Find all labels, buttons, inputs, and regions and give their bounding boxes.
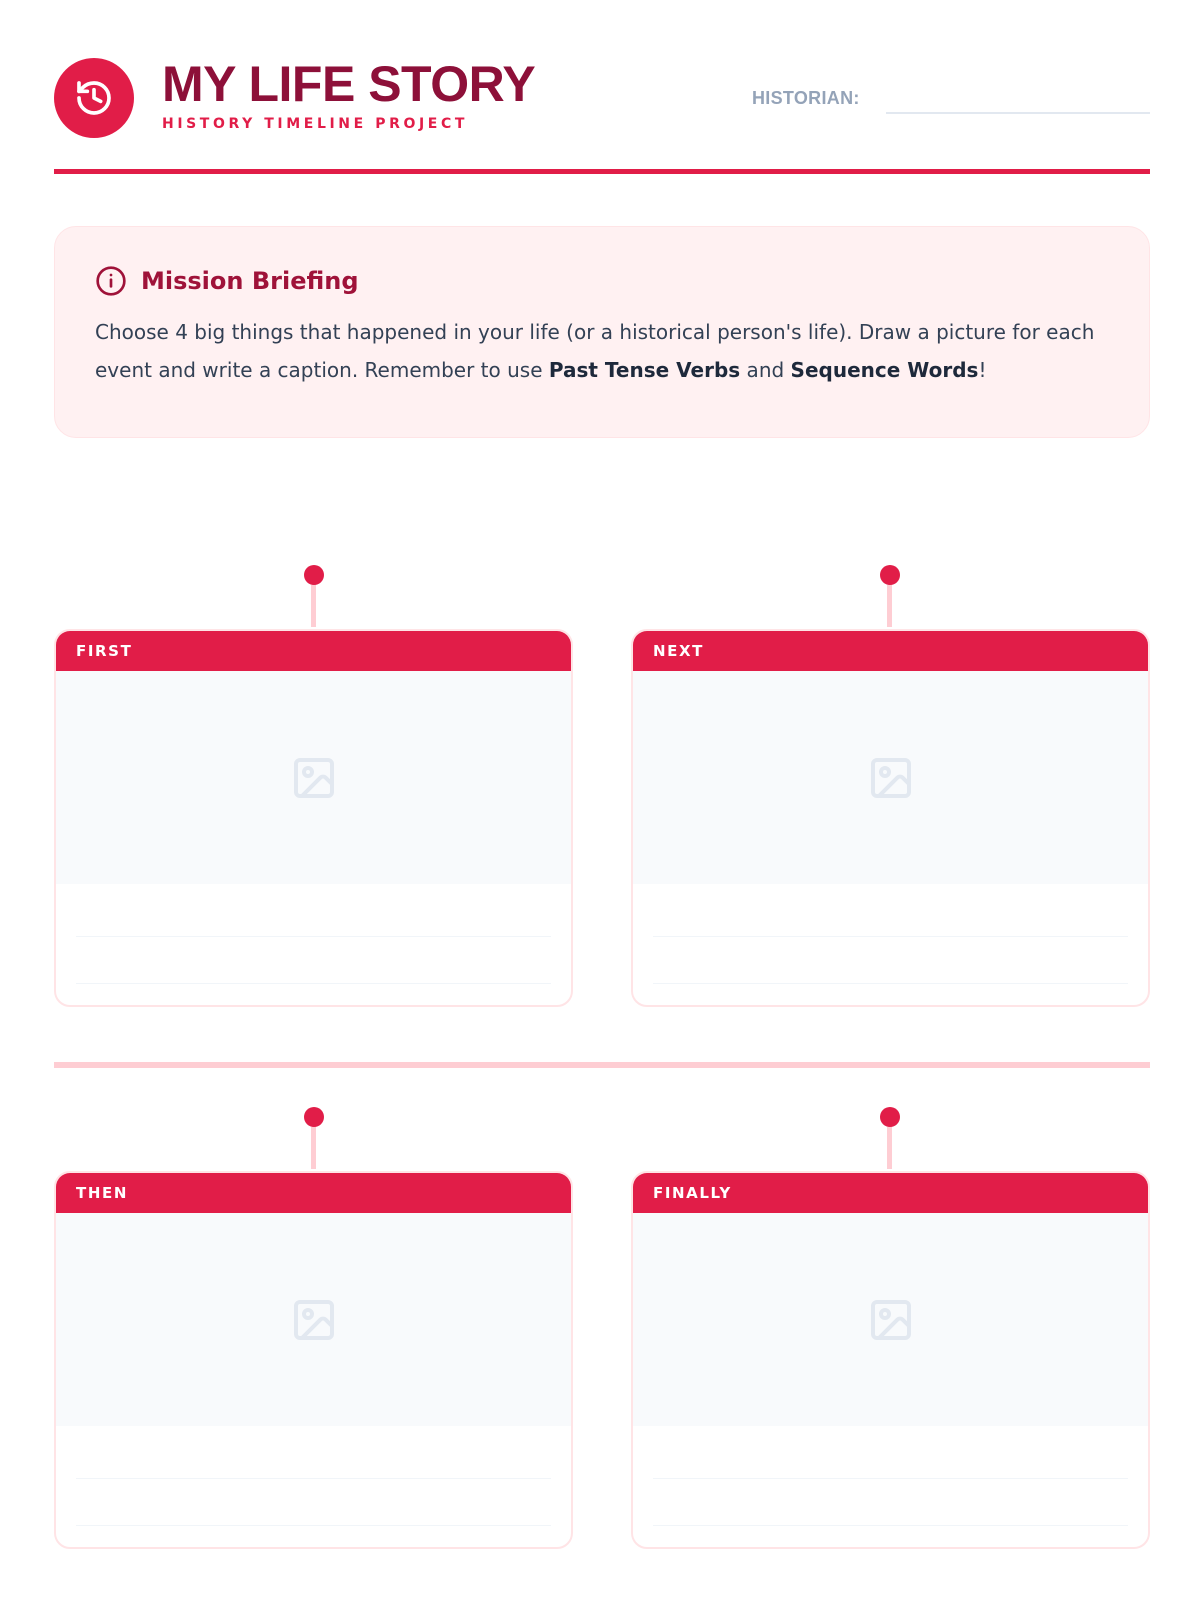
timeline-divider [54,1062,1150,1068]
caption-area[interactable] [633,884,1148,1005]
caption-line [76,936,551,937]
image-placeholder-icon [867,754,915,802]
image-placeholder-icon [290,1296,338,1344]
drawing-area[interactable] [56,671,571,884]
event-label: FINALLY [633,1173,1148,1213]
mission-briefing-panel [54,226,1150,438]
caption-line [653,936,1128,937]
caption-line [653,983,1128,984]
drawing-area[interactable] [56,1213,571,1426]
info-icon [95,265,127,297]
keyword-past-tense-verbs: Past Tense Verbs [548,358,741,382]
event-label: THEN [56,1173,571,1213]
caption-area[interactable] [633,1426,1148,1547]
caption-line [653,1525,1128,1526]
historian-label: HISTORIAN: [752,88,860,108]
event-label: NEXT [633,631,1148,671]
drawing-area[interactable] [633,671,1148,884]
timeline-pin [304,565,324,585]
timeline-pin-stem [887,585,892,627]
timeline-pin-stem [311,1127,316,1169]
caption-line [76,1478,551,1479]
timeline-pin-stem [887,1127,892,1169]
timeline-pin [304,1107,324,1127]
caption-line [653,1478,1128,1479]
image-placeholder-icon [867,1296,915,1344]
event-card-first [54,629,573,1007]
briefing-title: Mission Briefing [141,267,359,295]
history-clock-icon [54,58,134,138]
briefing-text: Choose 4 big things that happened in your life (or a historical person's life). Draw a picture for each event and write a caption. Remember to use Past Tense Verbs and Sequence Words! [95,320,1095,382]
event-card-then [54,1171,573,1549]
event-card-finally [631,1171,1150,1549]
timeline-pin [880,565,900,585]
page-subtitle: HISTORY TIMELINE PROJECT [162,116,468,132]
page-title: MY LIFE STORY [162,56,536,112]
drawing-area[interactable] [633,1213,1148,1426]
page-header [54,56,1150,174]
timeline-pin-stem [311,585,316,627]
historian-name-field[interactable] [886,112,1150,114]
image-placeholder-icon [290,754,338,802]
event-label: FIRST [56,631,571,671]
caption-line [76,983,551,984]
caption-line [76,1525,551,1526]
caption-area[interactable] [56,884,571,1005]
event-card-next [631,629,1150,1007]
caption-area[interactable] [56,1426,571,1547]
timeline-pin [880,1107,900,1127]
keyword-sequence-words: Sequence Words [790,358,979,382]
